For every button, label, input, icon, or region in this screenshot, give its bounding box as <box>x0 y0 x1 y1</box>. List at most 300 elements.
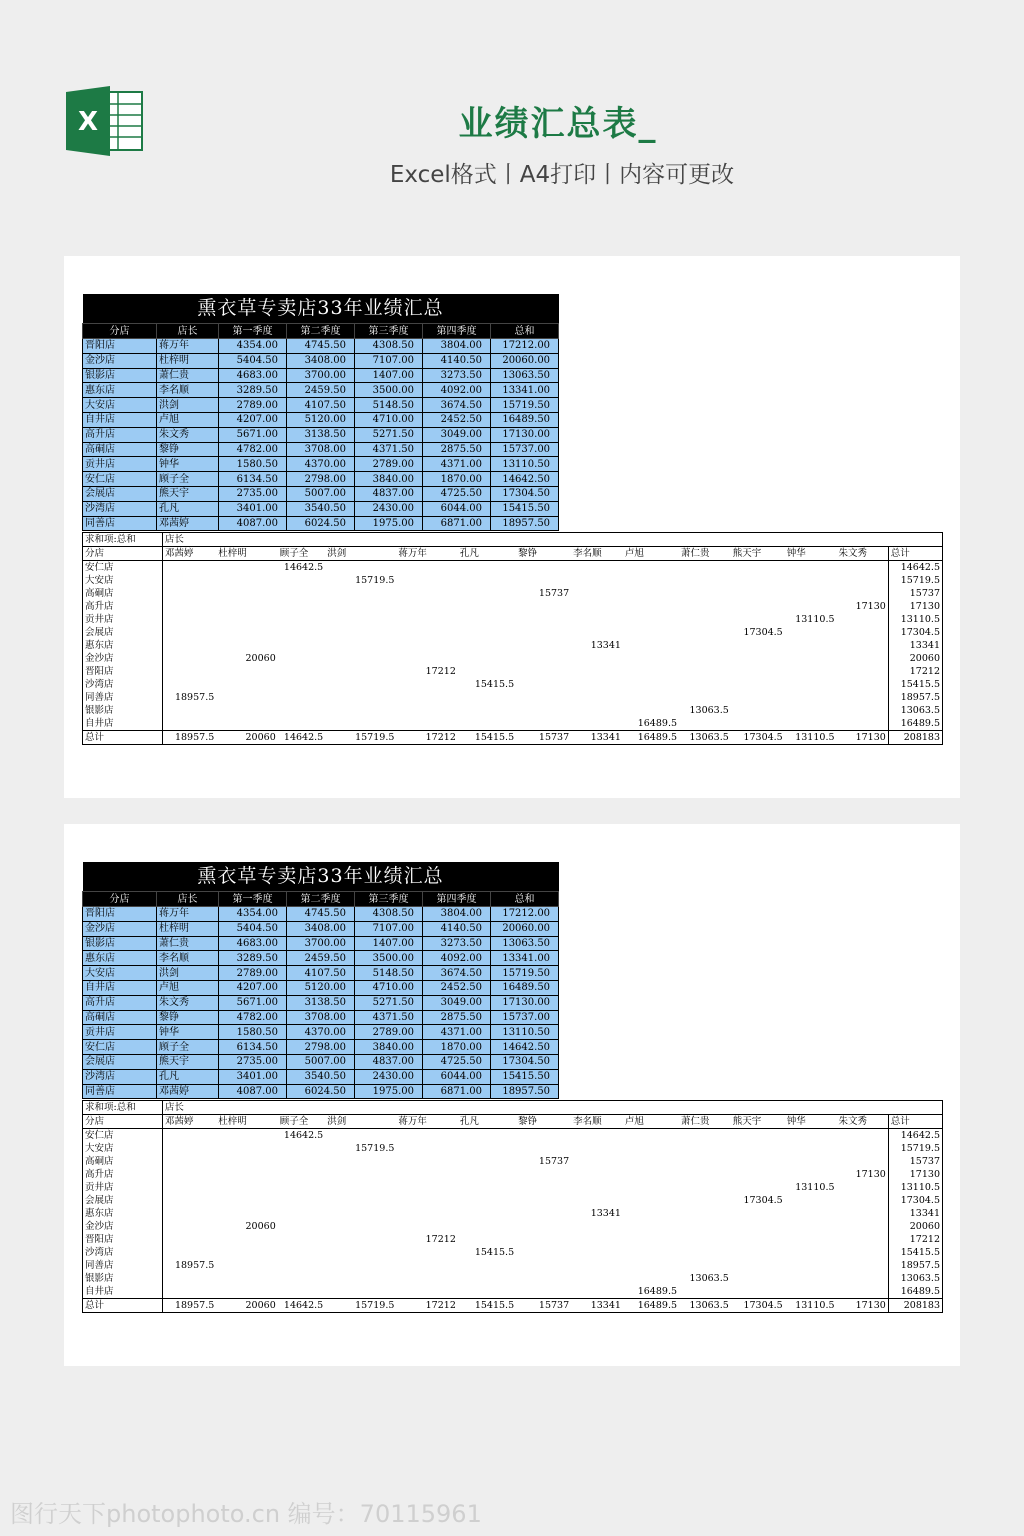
pivot-value-cell <box>679 587 731 600</box>
summary-row <box>83 486 559 501</box>
value-cell: 5120.00 <box>287 412 355 427</box>
pivot-value-cell <box>837 652 889 665</box>
pivot-value-cell <box>516 626 571 639</box>
value-cell: 3804.00 <box>423 339 491 354</box>
pivot-value-cell <box>623 652 679 665</box>
pivot-value-cell <box>516 1207 571 1220</box>
pivot-value-cell <box>516 1142 571 1155</box>
value-cell: 4725.50 <box>423 486 491 501</box>
pivot-row <box>83 665 943 678</box>
manager-cell: 顾子全 <box>157 1040 219 1055</box>
pivot-value-cell <box>516 1168 571 1181</box>
pivot-value-cell <box>325 1129 396 1143</box>
pivot-row-total: 13341 <box>888 639 942 652</box>
value-cell: 3540.50 <box>287 1069 355 1084</box>
pivot-value-cell <box>325 561 396 575</box>
value-cell: 3138.50 <box>287 427 355 442</box>
pivot-column-header: 洪剑 <box>325 547 396 561</box>
value-cell: 2452.50 <box>423 412 491 427</box>
value-cell: 1580.50 <box>219 1025 287 1040</box>
pivot-value-cell <box>837 691 889 704</box>
pivot-value-cell <box>516 639 571 652</box>
pivot-value-cell <box>731 1272 785 1285</box>
pivot-value-cell <box>396 574 457 587</box>
pivot-total-cell: 208183 <box>888 1299 942 1313</box>
pivot-row-label: 金沙店 <box>83 652 163 665</box>
value-cell: 6044.00 <box>423 1069 491 1084</box>
pivot-row-total: 15737 <box>888 1155 942 1168</box>
pivot-value-cell: 15737 <box>538 1156 570 1167</box>
value-cell: 16489.50 <box>491 980 559 995</box>
pivot-row-label: 同善店 <box>83 1259 163 1272</box>
value-cell: 3138.50 <box>287 995 355 1010</box>
pivot-row-total: 20060 <box>888 1220 942 1233</box>
pivot-value-cell <box>325 1233 396 1246</box>
sheet-preview-1 <box>64 256 960 798</box>
pivot-value-cell <box>837 1220 889 1233</box>
pivot-value-cell <box>837 1181 889 1194</box>
pivot-value-cell <box>325 1207 396 1220</box>
pivot-row-label: 高升店 <box>83 600 163 613</box>
pivot-value-cell <box>278 717 325 731</box>
value-cell: 17304.50 <box>491 1054 559 1069</box>
pivot-total-cell: 14642.5 <box>278 731 325 745</box>
pivot-value-cell <box>679 1246 731 1259</box>
pivot-row-label: 自井店 <box>83 717 163 731</box>
pivot-value-cell: 15719.5 <box>355 1143 395 1154</box>
pivot-corner-label: 求和项:总和 <box>83 1101 163 1115</box>
pivot-total-cell: 15719.5 <box>325 1299 396 1313</box>
pivot-value-cell <box>396 626 457 639</box>
pivot-value-cell <box>571 1246 623 1259</box>
pivot-value-cell: 13110.5 <box>795 614 835 625</box>
pivot-value-cell <box>571 717 623 731</box>
pivot-value-cell <box>278 639 325 652</box>
value-cell: 3674.50 <box>423 398 491 413</box>
value-cell: 6044.00 <box>423 501 491 516</box>
pivot-value-cell <box>278 1142 325 1155</box>
value-cell: 3401.00 <box>219 1069 287 1084</box>
pivot-value-cell <box>785 691 837 704</box>
pivot-row-total: 15737 <box>888 587 942 600</box>
pivot-value-cell <box>516 561 571 575</box>
pivot-value-cell <box>571 613 623 626</box>
pivot-total-cell: 15737 <box>516 731 571 745</box>
pivot-table <box>82 532 943 745</box>
pivot-value-cell <box>731 678 785 691</box>
pivot-value-cell <box>278 652 325 665</box>
value-cell: 4107.50 <box>287 398 355 413</box>
pivot-row-label: 惠东店 <box>83 639 163 652</box>
pivot-value-cell <box>216 1272 277 1285</box>
pivot-row-label: 高硐店 <box>83 1155 163 1168</box>
pivot-value-cell <box>623 1207 679 1220</box>
pivot-value-cell: 15719.5 <box>355 575 395 586</box>
pivot-total-cell: 13063.5 <box>679 731 731 745</box>
pivot-total-cell: 208183 <box>888 731 942 745</box>
pivot-value-cell <box>278 678 325 691</box>
pivot-value-cell <box>458 613 516 626</box>
pivot-value-cell <box>679 652 731 665</box>
pivot-value-cell <box>162 1272 216 1285</box>
value-cell: 13341.00 <box>491 951 559 966</box>
pivot-value-cell <box>325 613 396 626</box>
pivot-value-cell <box>458 1272 516 1285</box>
branch-cell: 安仁店 <box>83 472 157 487</box>
pivot-value-cell <box>278 691 325 704</box>
pivot-value-cell <box>623 1233 679 1246</box>
pivot-value-cell <box>731 1220 785 1233</box>
pivot-row-label: 沙湾店 <box>83 1246 163 1259</box>
pivot-total-cell: 13110.5 <box>785 731 837 745</box>
pivot-value-cell <box>623 1155 679 1168</box>
pivot-value-cell <box>216 561 277 575</box>
pivot-value-cell <box>571 1194 623 1207</box>
pivot-value-cell: 20060 <box>245 1221 276 1232</box>
pivot-value-cell <box>571 626 623 639</box>
value-cell: 2735.00 <box>219 1054 287 1069</box>
manager-cell: 钟华 <box>157 457 219 472</box>
value-cell: 6134.50 <box>219 472 287 487</box>
pivot-row <box>83 1194 943 1207</box>
pivot-value-cell <box>679 1168 731 1181</box>
value-cell: 4308.50 <box>355 339 423 354</box>
pivot-value-cell <box>623 639 679 652</box>
pivot-row-field: 分店 <box>83 547 163 561</box>
pivot-value-cell <box>458 1207 516 1220</box>
pivot-value-cell <box>216 1129 277 1143</box>
pivot-value-cell <box>162 613 216 626</box>
manager-cell: 黎铮 <box>157 1010 219 1025</box>
value-cell: 5120.00 <box>287 980 355 995</box>
pivot-value-cell <box>731 1129 785 1143</box>
pivot-value-cell <box>216 574 277 587</box>
pivot-column-header: 邓茜婷 <box>162 1115 216 1129</box>
pivot-value-cell <box>731 587 785 600</box>
pivot-value-cell <box>623 691 679 704</box>
pivot-value-cell <box>679 691 731 704</box>
pivot-row-total: 17304.5 <box>888 1194 942 1207</box>
value-cell: 3708.00 <box>287 442 355 457</box>
pivot-value-cell <box>162 626 216 639</box>
manager-cell: 顾子全 <box>157 472 219 487</box>
pivot-value-cell <box>623 1168 679 1181</box>
pivot-row-label: 贡井店 <box>83 1181 163 1194</box>
pivot-value-cell <box>785 1285 837 1299</box>
pivot-value-cell <box>731 1207 785 1220</box>
pivot-value-cell: 14642.5 <box>283 1130 324 1141</box>
pivot-value-cell <box>623 1259 679 1272</box>
value-cell: 17130.00 <box>491 427 559 442</box>
pivot-row-total: 14642.5 <box>888 561 942 575</box>
summary-column-header: 第三季度 <box>355 324 423 339</box>
manager-cell: 李名顺 <box>157 951 219 966</box>
pivot-grand-total-row <box>83 1299 943 1313</box>
pivot-column-header: 蒋万年 <box>396 1115 457 1129</box>
summary-row <box>83 383 559 398</box>
pivot-total-cell: 18957.5 <box>162 1299 216 1313</box>
pivot-value-cell <box>162 574 216 587</box>
pivot-value-cell <box>278 626 325 639</box>
pivot-value-cell <box>325 639 396 652</box>
pivot-value-cell: 18957.5 <box>174 1260 215 1271</box>
value-cell: 4371.50 <box>355 1010 423 1025</box>
pivot-value-cell <box>396 1168 457 1181</box>
branch-cell: 金沙店 <box>83 353 157 368</box>
summary-column-header: 第四季度 <box>423 324 491 339</box>
pivot-value-cell <box>396 613 457 626</box>
pivot-value-cell <box>458 639 516 652</box>
pivot-column-header: 邓茜婷 <box>162 547 216 561</box>
value-cell: 2875.50 <box>423 1010 491 1025</box>
pivot-value-cell: 18957.5 <box>174 692 215 703</box>
pivot-value-cell <box>679 1181 731 1194</box>
value-cell: 5271.50 <box>355 995 423 1010</box>
pivot-value-cell <box>571 678 623 691</box>
pivot-value-cell <box>785 1220 837 1233</box>
manager-cell: 蒋万年 <box>157 339 219 354</box>
value-cell: 3700.00 <box>287 368 355 383</box>
pivot-value-cell <box>731 600 785 613</box>
pivot-value-cell <box>516 1129 571 1143</box>
pivot-value-cell <box>216 1181 277 1194</box>
pivot-value-cell <box>837 1207 889 1220</box>
pivot-row <box>83 1259 943 1272</box>
pivot-value-cell <box>278 704 325 717</box>
summary-column-header: 店长 <box>157 324 219 339</box>
pivot-value-cell <box>278 1181 325 1194</box>
branch-cell: 贡井店 <box>83 457 157 472</box>
value-cell: 4207.00 <box>219 980 287 995</box>
manager-cell: 钟华 <box>157 1025 219 1040</box>
pivot-value-cell <box>396 717 457 731</box>
branch-cell: 惠东店 <box>83 383 157 398</box>
pivot-value-cell <box>396 1207 457 1220</box>
pivot-row-total: 13110.5 <box>888 1181 942 1194</box>
summary-column-header: 店长 <box>157 892 219 907</box>
pivot-column-header: 钟华 <box>785 547 837 561</box>
pivot-row-total: 15719.5 <box>888 1142 942 1155</box>
manager-cell: 杜梓明 <box>157 921 219 936</box>
pivot-value-cell <box>325 1285 396 1299</box>
value-cell: 5404.50 <box>219 353 287 368</box>
pivot-value-cell <box>623 1129 679 1143</box>
pivot-value-cell <box>516 665 571 678</box>
pivot-value-cell: 17212 <box>425 1234 456 1245</box>
pivot-value-cell <box>731 639 785 652</box>
pivot-total-cell: 16489.5 <box>623 1299 679 1313</box>
pivot-row <box>83 626 943 639</box>
pivot-value-cell <box>571 1272 623 1285</box>
pivot-row <box>83 717 943 731</box>
pivot-row <box>83 1233 943 1246</box>
pivot-total-cell: 15737 <box>516 1299 571 1313</box>
branch-cell: 晋阳店 <box>83 339 157 354</box>
pivot-value-cell <box>785 717 837 731</box>
pivot-value-cell <box>396 1220 457 1233</box>
value-cell: 1407.00 <box>355 936 423 951</box>
pivot-row-total: 16489.5 <box>888 717 942 731</box>
value-cell: 3049.00 <box>423 427 491 442</box>
pivot-value-cell <box>278 1207 325 1220</box>
pivot-value-cell <box>162 1129 216 1143</box>
pivot-row-label: 晋阳店 <box>83 1233 163 1246</box>
pivot-value-cell <box>516 678 571 691</box>
summary-row <box>83 501 559 516</box>
pivot-value-cell <box>278 574 325 587</box>
pivot-value-cell <box>623 587 679 600</box>
pivot-value-cell <box>731 1181 785 1194</box>
pivot-value-cell <box>731 574 785 587</box>
pivot-value-cell <box>571 1233 623 1246</box>
value-cell: 4207.00 <box>219 412 287 427</box>
pivot-value-cell <box>216 1207 277 1220</box>
pivot-total-label: 总计 <box>83 1299 163 1313</box>
pivot-value-cell <box>731 665 785 678</box>
value-cell: 4087.00 <box>219 1084 287 1099</box>
pivot-value-cell <box>458 1285 516 1299</box>
pivot-value-cell <box>216 678 277 691</box>
pivot-row-field: 分店 <box>83 1115 163 1129</box>
pivot-value-cell <box>623 613 679 626</box>
pivot-value-cell <box>278 1233 325 1246</box>
branch-cell: 大安店 <box>83 966 157 981</box>
pivot-value-cell <box>278 613 325 626</box>
pivot-value-cell: 14642.5 <box>283 562 324 573</box>
value-cell: 20060.00 <box>491 921 559 936</box>
pivot-value-cell <box>278 1246 325 1259</box>
pivot-value-cell <box>516 600 571 613</box>
summary-row <box>83 1054 559 1069</box>
pivot-value-cell <box>571 1155 623 1168</box>
value-cell: 1975.00 <box>355 516 423 531</box>
value-cell: 3804.00 <box>423 907 491 922</box>
pivot-value-cell <box>278 1272 325 1285</box>
branch-cell: 大安店 <box>83 398 157 413</box>
value-cell: 4371.00 <box>423 1025 491 1040</box>
value-cell: 2798.00 <box>287 472 355 487</box>
value-cell: 1407.00 <box>355 368 423 383</box>
pivot-value-cell <box>731 613 785 626</box>
pivot-value-cell <box>679 626 731 639</box>
pivot-value-cell <box>278 1155 325 1168</box>
pivot-value-cell <box>162 1233 216 1246</box>
value-cell: 17212.00 <box>491 907 559 922</box>
value-cell: 2789.00 <box>355 1025 423 1040</box>
value-cell: 5671.00 <box>219 427 287 442</box>
pivot-value-cell <box>458 1194 516 1207</box>
pivot-row <box>83 1246 943 1259</box>
pivot-value-cell <box>216 1285 277 1299</box>
pivot-value-cell <box>571 1142 623 1155</box>
value-cell: 2789.00 <box>355 457 423 472</box>
value-cell: 3500.00 <box>355 951 423 966</box>
value-cell: 2789.00 <box>219 966 287 981</box>
pivot-value-cell <box>396 1285 457 1299</box>
pivot-value-cell <box>837 665 889 678</box>
pivot-column-header: 黎铮 <box>516 547 571 561</box>
value-cell: 4782.00 <box>219 442 287 457</box>
value-cell: 4092.00 <box>423 951 491 966</box>
pivot-value-cell <box>837 717 889 731</box>
value-cell: 13063.50 <box>491 936 559 951</box>
pivot-value-cell <box>571 1181 623 1194</box>
pivot-value-cell <box>837 639 889 652</box>
pivot-total-cell: 14642.5 <box>278 1299 325 1313</box>
summary-row <box>83 1069 559 1084</box>
pivot-total-cell: 13110.5 <box>785 1299 837 1313</box>
pivot-value-cell <box>216 1168 277 1181</box>
value-cell: 4140.50 <box>423 353 491 368</box>
pivot-column-header: 蒋万年 <box>396 547 457 561</box>
branch-cell: 贡井店 <box>83 1025 157 1040</box>
summary-row <box>83 951 559 966</box>
pivot-value-cell <box>325 587 396 600</box>
pivot-value-cell <box>516 1246 571 1259</box>
pivot-row <box>83 587 943 600</box>
pivot-value-cell <box>278 1259 325 1272</box>
pivot-value-cell <box>623 574 679 587</box>
pivot-row-label: 银影店 <box>83 1272 163 1285</box>
pivot-value-cell <box>785 574 837 587</box>
pivot-value-cell <box>571 574 623 587</box>
pivot-row-total: 17212 <box>888 1233 942 1246</box>
value-cell: 3500.00 <box>355 383 423 398</box>
pivot-column-header: 萧仁贵 <box>679 1115 731 1129</box>
value-cell: 3049.00 <box>423 995 491 1010</box>
value-cell: 15719.50 <box>491 966 559 981</box>
pivot-value-cell <box>516 691 571 704</box>
pivot-value-cell <box>785 678 837 691</box>
value-cell: 5271.50 <box>355 427 423 442</box>
summary-column-header: 第二季度 <box>287 324 355 339</box>
summary-row <box>83 472 559 487</box>
pivot-value-cell <box>162 1181 216 1194</box>
pivot-value-cell <box>396 704 457 717</box>
pivot-total-cell: 17212 <box>396 731 457 745</box>
branch-cell: 沙湾店 <box>83 1069 157 1084</box>
pivot-value-cell <box>458 1259 516 1272</box>
pivot-value-cell <box>458 1142 516 1155</box>
pivot-total-cell: 20060 <box>216 731 277 745</box>
pivot-value-cell <box>623 704 679 717</box>
pivot-value-cell <box>516 1259 571 1272</box>
pivot-value-cell <box>396 1129 457 1143</box>
pivot-value-cell <box>278 1285 325 1299</box>
value-cell: 4710.00 <box>355 980 423 995</box>
pivot-value-cell <box>623 1194 679 1207</box>
pivot-row <box>83 600 943 613</box>
pivot-row-total: 16489.5 <box>888 1285 942 1299</box>
pivot-column-header: 孔凡 <box>458 1115 516 1129</box>
pivot-row-label: 沙湾店 <box>83 678 163 691</box>
pivot-value-cell <box>458 1220 516 1233</box>
pivot-value-cell <box>278 665 325 678</box>
pivot-column-header: 杜梓明 <box>216 1115 277 1129</box>
pivot-value-cell <box>785 600 837 613</box>
pivot-row-total: 15719.5 <box>888 574 942 587</box>
pivot-value-cell <box>396 652 457 665</box>
pivot-value-cell <box>731 1246 785 1259</box>
manager-cell: 邓茜婷 <box>157 516 219 531</box>
pivot-value-cell <box>278 1194 325 1207</box>
value-cell: 4092.00 <box>423 383 491 398</box>
summary-column-header: 分店 <box>83 324 157 339</box>
pivot-value-cell: 15415.5 <box>474 679 515 690</box>
value-cell: 4837.00 <box>355 486 423 501</box>
value-cell: 1870.00 <box>423 1040 491 1055</box>
pivot-value-cell <box>731 1142 785 1155</box>
